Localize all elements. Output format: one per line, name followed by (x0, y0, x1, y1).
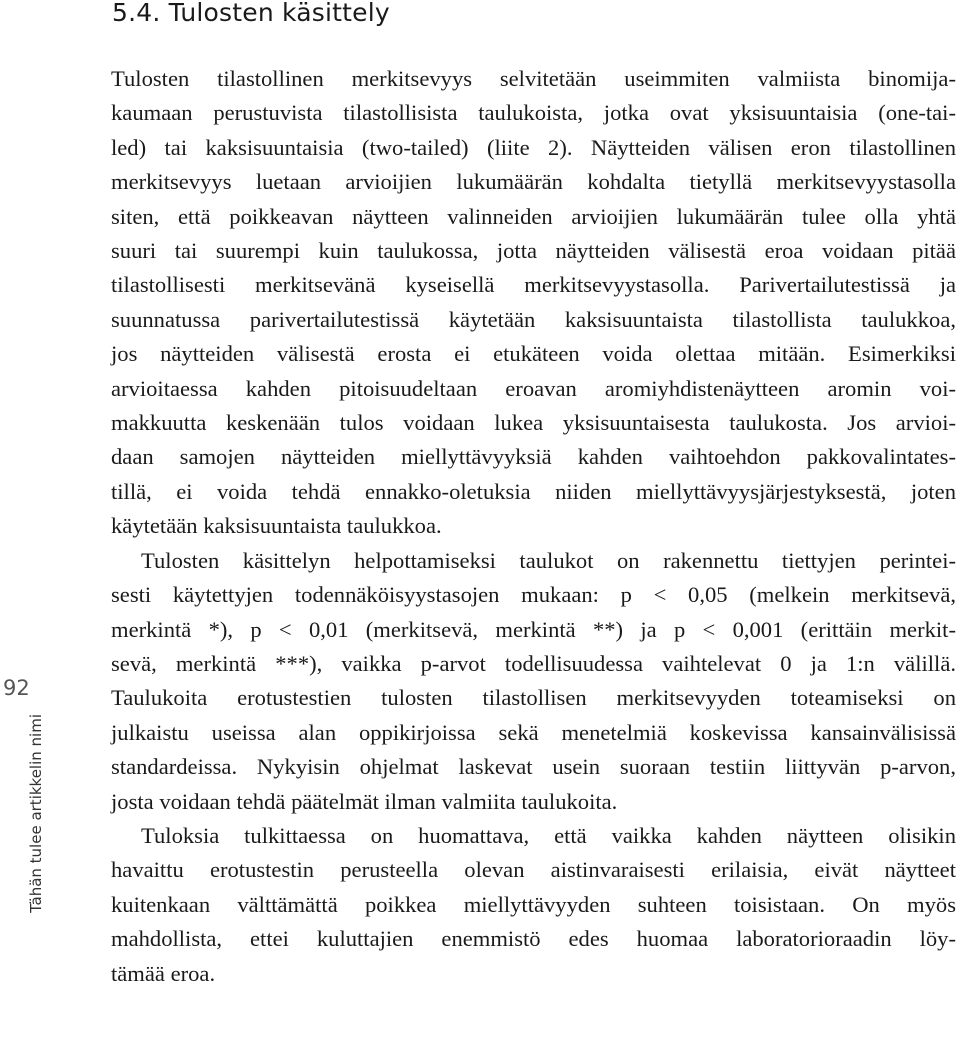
text-line: suunnatussa parivertailutestissä käytetään kaksisuuntaista tilastollista taulukkoa, (111, 306, 956, 332)
text-line: Tulosten tilastollinen merkitsevyys selvitetään useimmiten valmiista binomija- (111, 66, 956, 91)
text-line: kuitenkaan välttämättä poikkea miellyttävyyden suhteen toisistaan. On myös (111, 891, 956, 917)
text-line: merkintä *), p < 0,01 (merkitsevä, merkintä **) ja p < 0,001 (erittäin merkit- (111, 616, 956, 642)
text-line: julkaistu useissa alan oppikirjoissa sekä menetelmiä koskevissa kansainvälisissä (111, 719, 956, 745)
text-line: led) tai kaksisuuntaisia (two-tailed) (liite 2). Näytteiden välisen eron tilastollinen (111, 134, 956, 160)
text-line: merkitsevyys luetaan arvioijien lukumäärän kohdalta tietyllä merkitsevyystasolla (111, 169, 956, 195)
text-line: standardeissa. Nykyisin ohjelmat laskevat usein suoraan testiin liittyvän p-arvon, (111, 754, 956, 780)
text-line: kaumaan perustuvista tilastollisista taulukoista, jotka ovat yksisuuntaisia (one-tai- (111, 100, 956, 126)
paragraph-1 (111, 62, 956, 544)
paragraph-2 (111, 544, 956, 819)
body-text (111, 62, 956, 991)
text-line: daan samojen näytteiden miellyttävyyksiä kahden vaihtoehdon pakkovalintates- (111, 444, 956, 470)
text-line: arvioitaessa kahden pitoisuudeltaan eroavan aromiyhdistenäytteen aromin voi- (111, 375, 956, 401)
text-line: sevä, merkintä ***), vaikka p-arvot todellisuudessa vaihtelevat 0 ja 1:n välillä. (111, 650, 956, 676)
text-line: mahdollista, ettei kuluttajien enemmistö edes huomaa laboratorioraadin löy- (111, 926, 956, 952)
text-line: Tuloksia tulkittaessa on huomattava, että vaikka kahden näytteen olisikin (141, 822, 956, 848)
page-number: 92 (3, 676, 30, 700)
text-line: tilastollisesti merkitsevänä kyseisellä merkitsevyystasolla. Parivertailutestissä ja (111, 272, 956, 298)
text-line: tämää eroa. (111, 960, 216, 986)
text-line: josta voidaan tehdä päätelmät ilman valmiita taulukoita. (111, 788, 618, 814)
text-line: Tulosten käsittelyn helpottamiseksi taulukot on rakennettu tiettyjen perintei- (141, 547, 956, 573)
text-line: Taulukoita erotustestien tulosten tilastollisen merkitsevyyden toteamiseksi on (111, 685, 956, 711)
text-line: siten, että poikkeavan näytteen valinneiden arvioijien lukumäärän tulee olla yhtä (111, 203, 956, 229)
section-heading: 5.4. Tulosten käsittely (112, 0, 390, 27)
paragraph-3 (111, 819, 956, 991)
text-line: havaittu erotustestin perusteella olevan aistinvaraisesti erilaisia, eivät näytteet (111, 857, 956, 883)
side-margin (0, 676, 45, 936)
text-line: suuri tai suurempi kuin taulukossa, jotta näytteiden välisestä eroa voidaan pitää (111, 238, 956, 264)
text-line: tillä, ei voida tehdä ennakko-oletuksia niiden miellyttävyysjärjestyksestä, joten (111, 478, 956, 504)
text-line: sesti käytettyjen todennäköisyystasojen mukaan: p < 0,05 (melkein merkitsevä, (111, 582, 956, 608)
text-line: makkuutta keskenään tulos voidaan lukea yksisuuntaisesta taulukosta. Jos arvioi- (111, 410, 956, 436)
text-line: jos näytteiden välisestä erosta ei etukäteen voida olettaa mitään. Esimerkiksi (111, 341, 956, 367)
running-title: Tähän tulee artikkelin nimi (27, 714, 45, 913)
text-line: käytetään kaksisuuntaista taulukkoa. (111, 513, 442, 539)
